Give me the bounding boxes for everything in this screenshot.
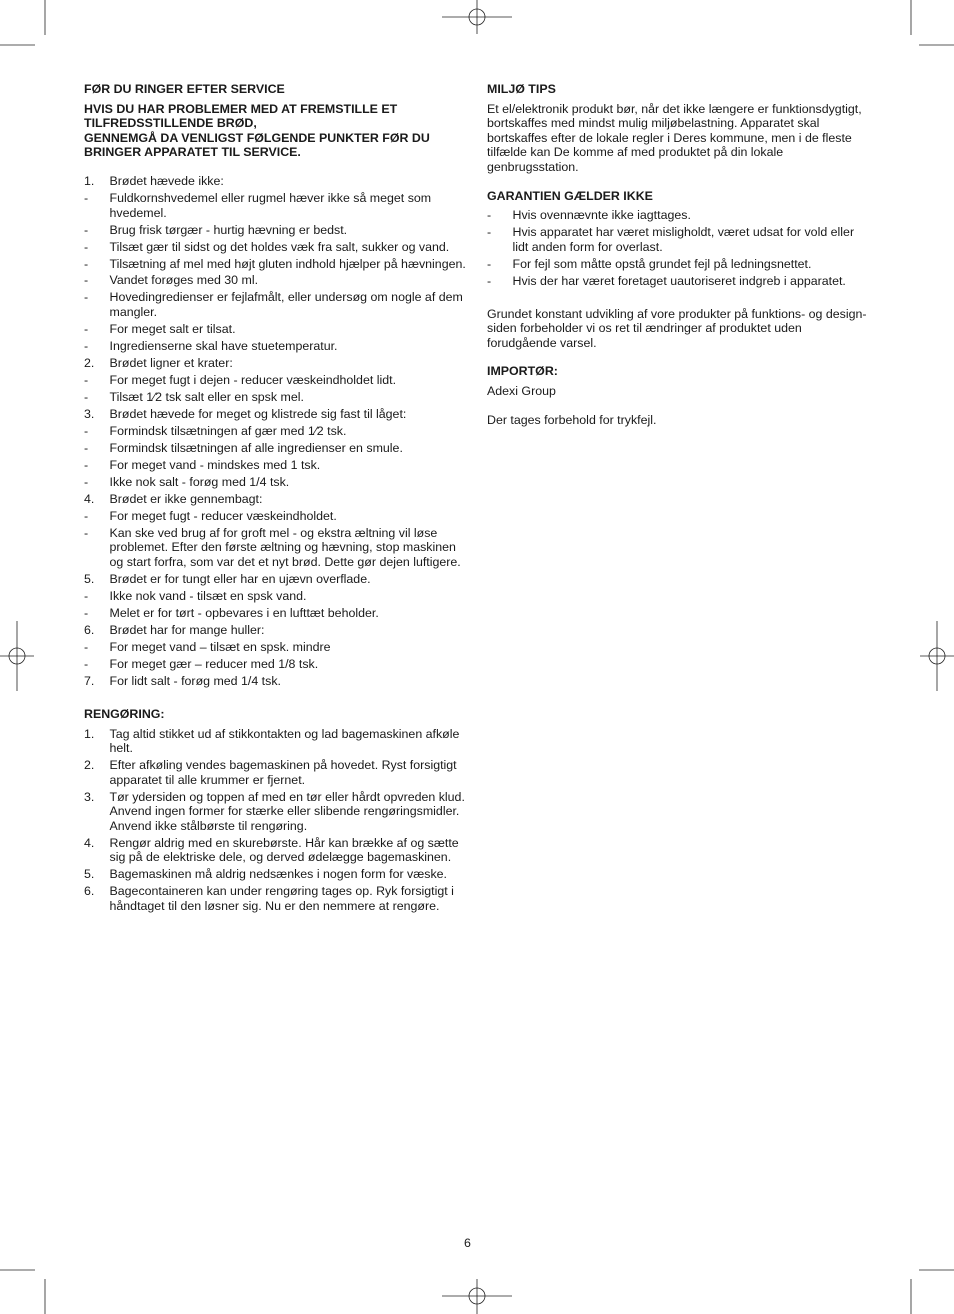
list-item <box>84 623 468 638</box>
list-marker: 6. <box>84 622 95 637</box>
warranty-list <box>487 208 872 288</box>
list-marker: 4. <box>84 835 95 850</box>
list-item-text: Tør ydersiden og toppen af med en tør eller hårdt opvreden klud. Anvend ingen former for stærke eller slibende rengøringsmidler. Anvend ikke stålbørste til rengøring. <box>109 789 465 833</box>
list-marker: 4. <box>84 491 95 506</box>
list-marker: - <box>487 225 492 240</box>
list-marker: 5. <box>84 572 95 587</box>
left-column <box>84 82 468 916</box>
troubleshooting-list <box>84 174 468 689</box>
list-item-text: Kan ske ved brug af for groft mel - og ekstra æltning vil løse problemet. Efter den første æltning og hævning, stop maskinen og start forfra, som var det et nyt brød. Dette gør dejen luftigere. <box>109 525 461 570</box>
environment-heading: MILJØ TIPS <box>487 82 556 96</box>
list-item-text: For lidt salt - forøg med 1/4 tsk. <box>109 673 281 688</box>
list-item <box>84 441 468 456</box>
list-item <box>487 274 872 289</box>
list-item-text: For meget vand - mindskes med 1 tsk. <box>109 457 321 472</box>
warranty-heading: GARANTIEN GÆLDER IKKE <box>487 188 653 203</box>
list-marker: - <box>84 222 89 237</box>
list-marker: 3. <box>84 789 95 804</box>
list-item-text: Tilsætning af mel med højt gluten indhold hjælper på hævningen. <box>109 256 466 271</box>
list-item <box>84 240 468 255</box>
registration-mark-top <box>442 0 512 34</box>
importer-name: Adexi Group <box>487 384 556 399</box>
list-item <box>84 884 468 913</box>
list-marker: - <box>84 389 89 404</box>
list-marker: - <box>84 339 89 354</box>
list-item-text: Hvis apparatet har været misligholdt, været udsat for vold eller lidt anden form for overlast. <box>512 225 855 254</box>
list-item <box>84 356 468 371</box>
list-item-text: For meget fugt i dejen - reducer væskeindholdet lidt. <box>109 373 397 387</box>
list-marker: - <box>84 639 89 654</box>
right-column <box>487 82 872 427</box>
list-item <box>487 225 872 254</box>
list-marker: 2. <box>84 758 95 773</box>
list-item-text: Hvis ovennævnte ikke iagttages. <box>512 208 691 223</box>
list-marker: - <box>84 256 89 271</box>
list-item-text: Formindsk tilsætningen af alle ingredienser en smule. <box>109 440 403 455</box>
list-marker: - <box>84 525 89 540</box>
list-item <box>84 492 468 507</box>
list-item-text: Ikke nok salt - forøg med 1/4 tsk. <box>109 474 290 489</box>
list-item-text: Tilsæt 1⁄2 tsk salt eller en spsk mel. <box>109 389 304 404</box>
list-item-text: Formindsk tilsætningen af gær med 1⁄2 tsk. <box>109 423 347 438</box>
list-marker: - <box>84 290 89 305</box>
list-marker: - <box>84 589 89 604</box>
list-item-text: For meget vand – tilsæt en spsk. mindre <box>109 639 331 654</box>
list-item-text: For fejl som måtte opstå grundet fejl på ledningsnettet. <box>512 256 812 271</box>
list-item-text: Brødet har for mange huller: <box>109 622 265 637</box>
list-item <box>84 339 468 354</box>
registration-mark-left <box>0 621 34 691</box>
list-item-text: Brødet ligner et krater: <box>109 356 233 371</box>
development-text: Grundet konstant udvikling af vore produkter på funktions- og design-siden forbeholder vi os ret til ændringer af produktet uden forudgående varsel. <box>487 306 867 350</box>
list-marker: - <box>84 457 89 472</box>
list-marker: - <box>84 508 89 523</box>
print-disclaimer: Der tages forbehold for trykfejl. <box>487 412 657 427</box>
list-item <box>84 589 468 604</box>
list-item <box>487 257 872 272</box>
list-item <box>84 322 468 337</box>
list-marker: 1. <box>84 173 95 188</box>
list-marker: - <box>84 239 89 254</box>
list-marker: 2. <box>84 356 95 371</box>
list-item <box>487 208 872 223</box>
list-marker: 3. <box>84 406 95 421</box>
list-item-text: Brødet er for tungt eller har en ujævn overflade. <box>109 572 371 587</box>
list-marker: - <box>84 322 89 337</box>
list-item-text: Brødet er ikke gennembagt: <box>109 491 263 506</box>
list-item <box>84 390 468 405</box>
list-item <box>84 606 468 621</box>
list-item-text: For meget gær – reducer med 1/8 tsk. <box>109 656 319 671</box>
list-item <box>84 174 468 189</box>
list-item-text: Fuldkornshvedemel eller rugmel hæver ikke så meget som hvedemel. <box>109 190 432 220</box>
list-item <box>84 572 468 587</box>
service-intro-heading: HVIS DU HAR PROBLEMER MED AT FREMSTILLE ET TILFREDSSTILLENDE BRØD, GENNEMGÅ DA VENLIGST FØLGENDE PUNKTER FØR DU BRINGER APPARATET TIL SERVICE. <box>84 101 430 160</box>
list-item <box>84 458 468 473</box>
list-item <box>84 758 468 787</box>
list-item-text: Brødet hævede for meget og klistrede sig fast til låget: <box>109 406 407 421</box>
list-marker: 1. <box>84 726 95 741</box>
list-item <box>84 526 468 570</box>
list-item <box>84 290 468 319</box>
list-marker: 5. <box>84 867 95 882</box>
list-item <box>84 407 468 422</box>
list-item-text: Ikke nok vand - tilsæt en spsk vand. <box>109 589 307 604</box>
list-item <box>84 191 468 220</box>
list-item <box>84 657 468 672</box>
list-item <box>84 867 468 882</box>
list-marker: - <box>84 440 89 455</box>
list-item-text: Bagemaskinen må aldrig nedsænkes i nogen form for væske. <box>109 867 447 882</box>
list-item <box>84 836 468 865</box>
list-marker: - <box>84 474 89 489</box>
list-item <box>84 257 468 272</box>
page-number: 6 <box>464 1236 471 1250</box>
list-item-text: Melet er for tørt - opbevares i en lufttæt beholder. <box>109 606 379 620</box>
list-marker: - <box>487 256 492 271</box>
list-item <box>84 373 468 388</box>
list-marker: - <box>84 373 89 387</box>
list-marker: - <box>84 606 89 620</box>
list-item <box>84 424 468 439</box>
cleaning-list <box>84 727 468 914</box>
list-item <box>84 475 468 490</box>
list-marker: - <box>84 190 89 205</box>
list-item-text: Rengør aldrig med en skurebørste. Hår kan brække af og sætte sig på de elektriske dele, og derved ødelægge bagemaskinen. <box>109 835 459 865</box>
list-item-text: Efter afkøling vendes bagemaskinen på hovedet. Ryst forsigtigt apparatet til alle krummer er fjernet. <box>109 758 457 787</box>
list-marker: - <box>487 208 492 223</box>
service-heading: FØR DU RINGER EFTER SERVICE <box>84 82 285 96</box>
list-item-text: Ingredienserne skal have stuetemperatur. <box>109 339 338 354</box>
list-marker: 7. <box>84 673 95 688</box>
list-item-text: Vandet forøges med 30 ml. <box>109 273 259 288</box>
list-marker: 6. <box>84 884 95 899</box>
list-item-text: Tilsæt gær til sidst og det holdes væk fra salt, sukker og vand. <box>109 239 450 254</box>
list-item-text: Tag altid stikket ud af stikkontakten og lad bagemaskinen afkøle helt. <box>109 726 460 756</box>
registration-mark-right <box>920 621 954 691</box>
list-marker: - <box>84 273 89 288</box>
list-item-text: Brug frisk tørgær - hurtig hævning er bedst. <box>109 222 348 237</box>
list-item <box>84 640 468 655</box>
list-item <box>84 509 468 524</box>
importer-heading: IMPORTØR: <box>487 364 558 379</box>
list-marker: - <box>487 273 492 288</box>
list-item-text: Hvis der har været foretaget uautoriseret indgreb i apparatet. <box>512 273 846 288</box>
list-item <box>84 273 468 288</box>
list-item-text: For meget fugt - reducer væskeindholdet. <box>109 508 337 523</box>
registration-mark-bottom <box>442 1279 512 1314</box>
list-item-text: Hovedingredienser er fejlafmålt, eller undersøg om nogle af dem mangler. <box>109 290 463 320</box>
cleaning-heading: RENGØRING: <box>84 706 165 721</box>
list-item <box>84 727 468 756</box>
list-item-text: For meget salt er tilsat. <box>109 322 236 337</box>
list-marker: - <box>84 656 89 671</box>
list-item-text: Bagecontaineren kan under rengøring tages op. Ryk forsigtigt i håndtaget til den løsner sig. Nu er den nemmere at rengøre. <box>109 884 454 913</box>
list-item <box>84 790 468 834</box>
list-marker: - <box>84 423 89 438</box>
list-item <box>84 223 468 238</box>
list-item-text: Brødet hævede ikke: <box>109 173 224 188</box>
list-item <box>84 674 468 689</box>
environment-text: Et el/elektronik produkt bør, når det ikke længere er funktionsdygtigt, bortskaffes med mindst mulig miljøbelastning. Apparatet skal bortskaffes efter de lokale regler i Deres kommune, men i de fleste tilfælde kan De komme af med produktet på din lokale genbrugsstation. <box>487 101 862 174</box>
